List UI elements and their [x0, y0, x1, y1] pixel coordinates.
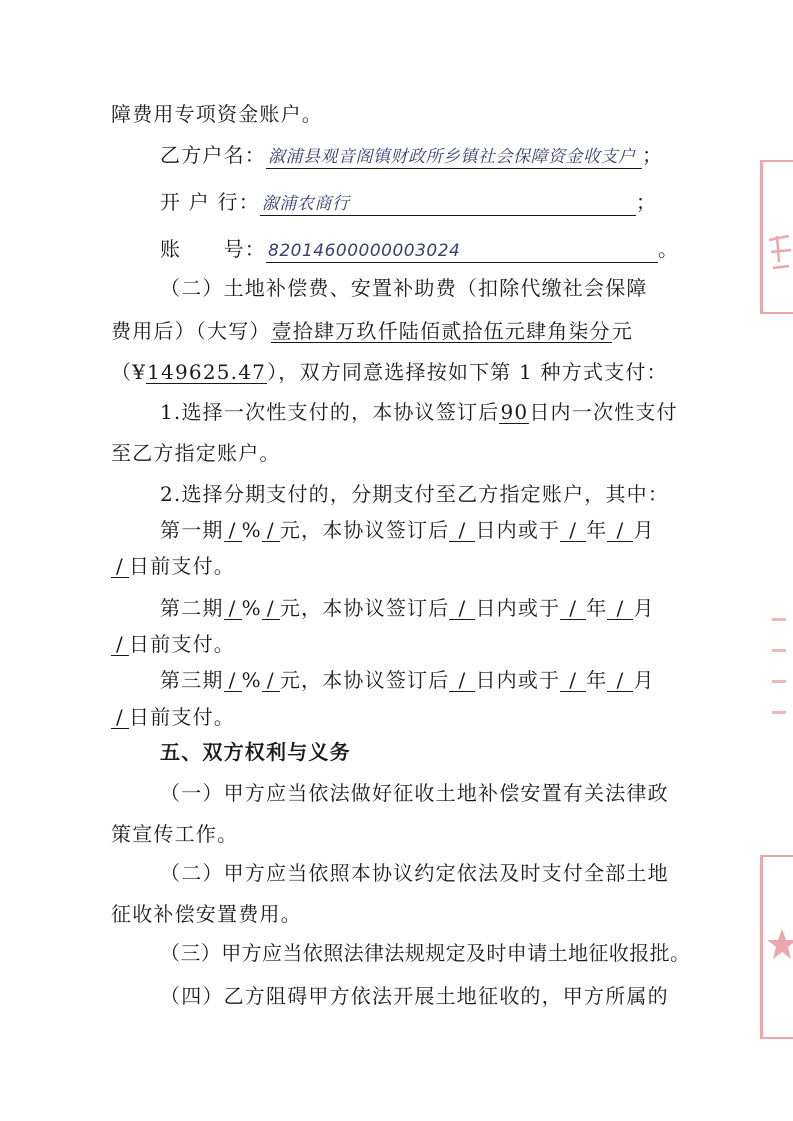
bank-value: 溆浦农商行	[260, 193, 636, 216]
text: 月	[633, 518, 655, 542]
blank-value: /	[560, 519, 586, 542]
bank-label: 开 户 行：	[160, 190, 260, 214]
punct: ；	[642, 143, 664, 167]
text: （二）土地补偿费、安置补助费（扣除代缴社会保障	[160, 276, 648, 300]
text: 至乙方指定账户。	[111, 441, 281, 465]
installment-line	[160, 595, 655, 621]
text: 月	[633, 668, 655, 692]
text: 日内或于	[475, 596, 561, 620]
amount-digits: 149625.47	[147, 360, 267, 384]
option2-line	[160, 481, 669, 507]
seal-mark-icon	[767, 232, 793, 272]
text: %	[241, 668, 262, 692]
punct: ；	[635, 190, 658, 214]
text-line	[160, 983, 669, 1009]
text: 元，本协议签订后	[279, 518, 450, 542]
blank-value: /	[449, 597, 475, 620]
text: 年	[586, 596, 608, 620]
account-value: 82014600000003024	[266, 240, 658, 263]
account-line	[160, 236, 679, 263]
text: 日前支付。	[129, 554, 235, 578]
text-line	[160, 275, 648, 301]
days-value: 90	[500, 400, 529, 424]
blank-value: /	[262, 669, 280, 692]
seal-stamp-partial	[760, 160, 793, 314]
text: 月	[633, 596, 655, 620]
text: 策宣传工作。	[111, 822, 239, 846]
text: （四）乙方阻碍甲方依法开展土地征收的，甲方所属的	[160, 984, 669, 1008]
blank-value: /	[607, 669, 633, 692]
blank-value: /	[262, 597, 280, 620]
account-label: 账 号：	[160, 237, 266, 261]
text: 元	[611, 319, 634, 343]
text: 1.选择一次性支付的，本协议签订后	[160, 400, 500, 424]
installment-label: 第一期	[160, 518, 224, 542]
text: 年	[586, 518, 608, 542]
payee-label: 乙方户名：	[160, 143, 266, 167]
installment-line-cont	[111, 553, 235, 579]
text: 日前支付。	[129, 705, 235, 729]
seal-stamp-partial	[760, 855, 793, 1039]
text-line	[160, 940, 690, 966]
installment-line	[160, 667, 655, 693]
payee-value: 溆浦县观音阁镇财政所乡镇社会保障资金收支户	[266, 146, 642, 169]
text: 障费用专项资金账户。	[111, 102, 323, 126]
text: 日内或于	[475, 668, 561, 692]
text: 2.选择分期支付的，分期支付至乙方指定账户，其中：	[160, 482, 670, 506]
blank-value: /	[607, 597, 633, 620]
blank-value: /	[607, 519, 633, 542]
text: 征收补偿安置费用。	[111, 902, 302, 926]
blank-value: /	[262, 519, 280, 542]
blank-value: /	[111, 706, 129, 729]
text: ），双方同意选择按如下第 1 种方式支付：	[267, 360, 668, 384]
text: %	[241, 596, 262, 620]
payee-name-line	[160, 142, 663, 169]
installment-line	[160, 517, 655, 543]
text: 日前支付。	[129, 632, 235, 656]
blank-value: /	[111, 555, 129, 578]
section-heading	[160, 739, 351, 765]
bank-line	[160, 189, 657, 216]
blank-value: /	[224, 519, 242, 542]
installment-label: 第三期	[160, 668, 224, 692]
amount-words-line	[111, 318, 633, 344]
blank-value: /	[224, 669, 242, 692]
text: %	[241, 518, 262, 542]
installment-line-cont	[111, 631, 235, 657]
amount-digits-line	[111, 359, 668, 385]
text: 日内或于	[475, 518, 561, 542]
section-title: 五、双方权利与义务	[160, 740, 351, 764]
blank-value: /	[449, 669, 475, 692]
blank-value: /	[111, 633, 129, 656]
text-line	[111, 101, 323, 127]
text-line	[111, 901, 302, 927]
installment-label: 第二期	[160, 596, 224, 620]
amount-words: 壹拾肆万玖仟陆佰贰拾伍元肆角柒分	[271, 319, 611, 343]
star-icon	[767, 927, 793, 961]
text-line	[160, 860, 669, 886]
text: （一）甲方应当依法做好征收土地补偿安置有关法律政	[160, 781, 669, 805]
blank-value: /	[449, 519, 475, 542]
text-line	[160, 780, 669, 806]
text: 费用后）（大写）	[111, 319, 271, 343]
option1-line	[160, 399, 678, 425]
text: （¥	[111, 360, 147, 384]
text: 元，本协议签订后	[279, 668, 450, 692]
blank-value: /	[224, 597, 242, 620]
text-line	[111, 440, 281, 466]
blank-value: /	[560, 669, 586, 692]
punct: 。	[658, 237, 680, 261]
text: 年	[586, 668, 608, 692]
text: 日内一次性支付	[529, 400, 678, 424]
text: （三）甲方应当依照法律法规规定及时申请土地征收报批。	[160, 941, 691, 965]
text: 元，本协议签订后	[279, 596, 450, 620]
seal-faint-marks	[770, 590, 790, 760]
installment-line-cont	[111, 704, 235, 730]
text: （二）甲方应当依照本协议约定依法及时支付全部土地	[160, 861, 669, 885]
text-line	[111, 821, 238, 847]
blank-value: /	[560, 597, 586, 620]
